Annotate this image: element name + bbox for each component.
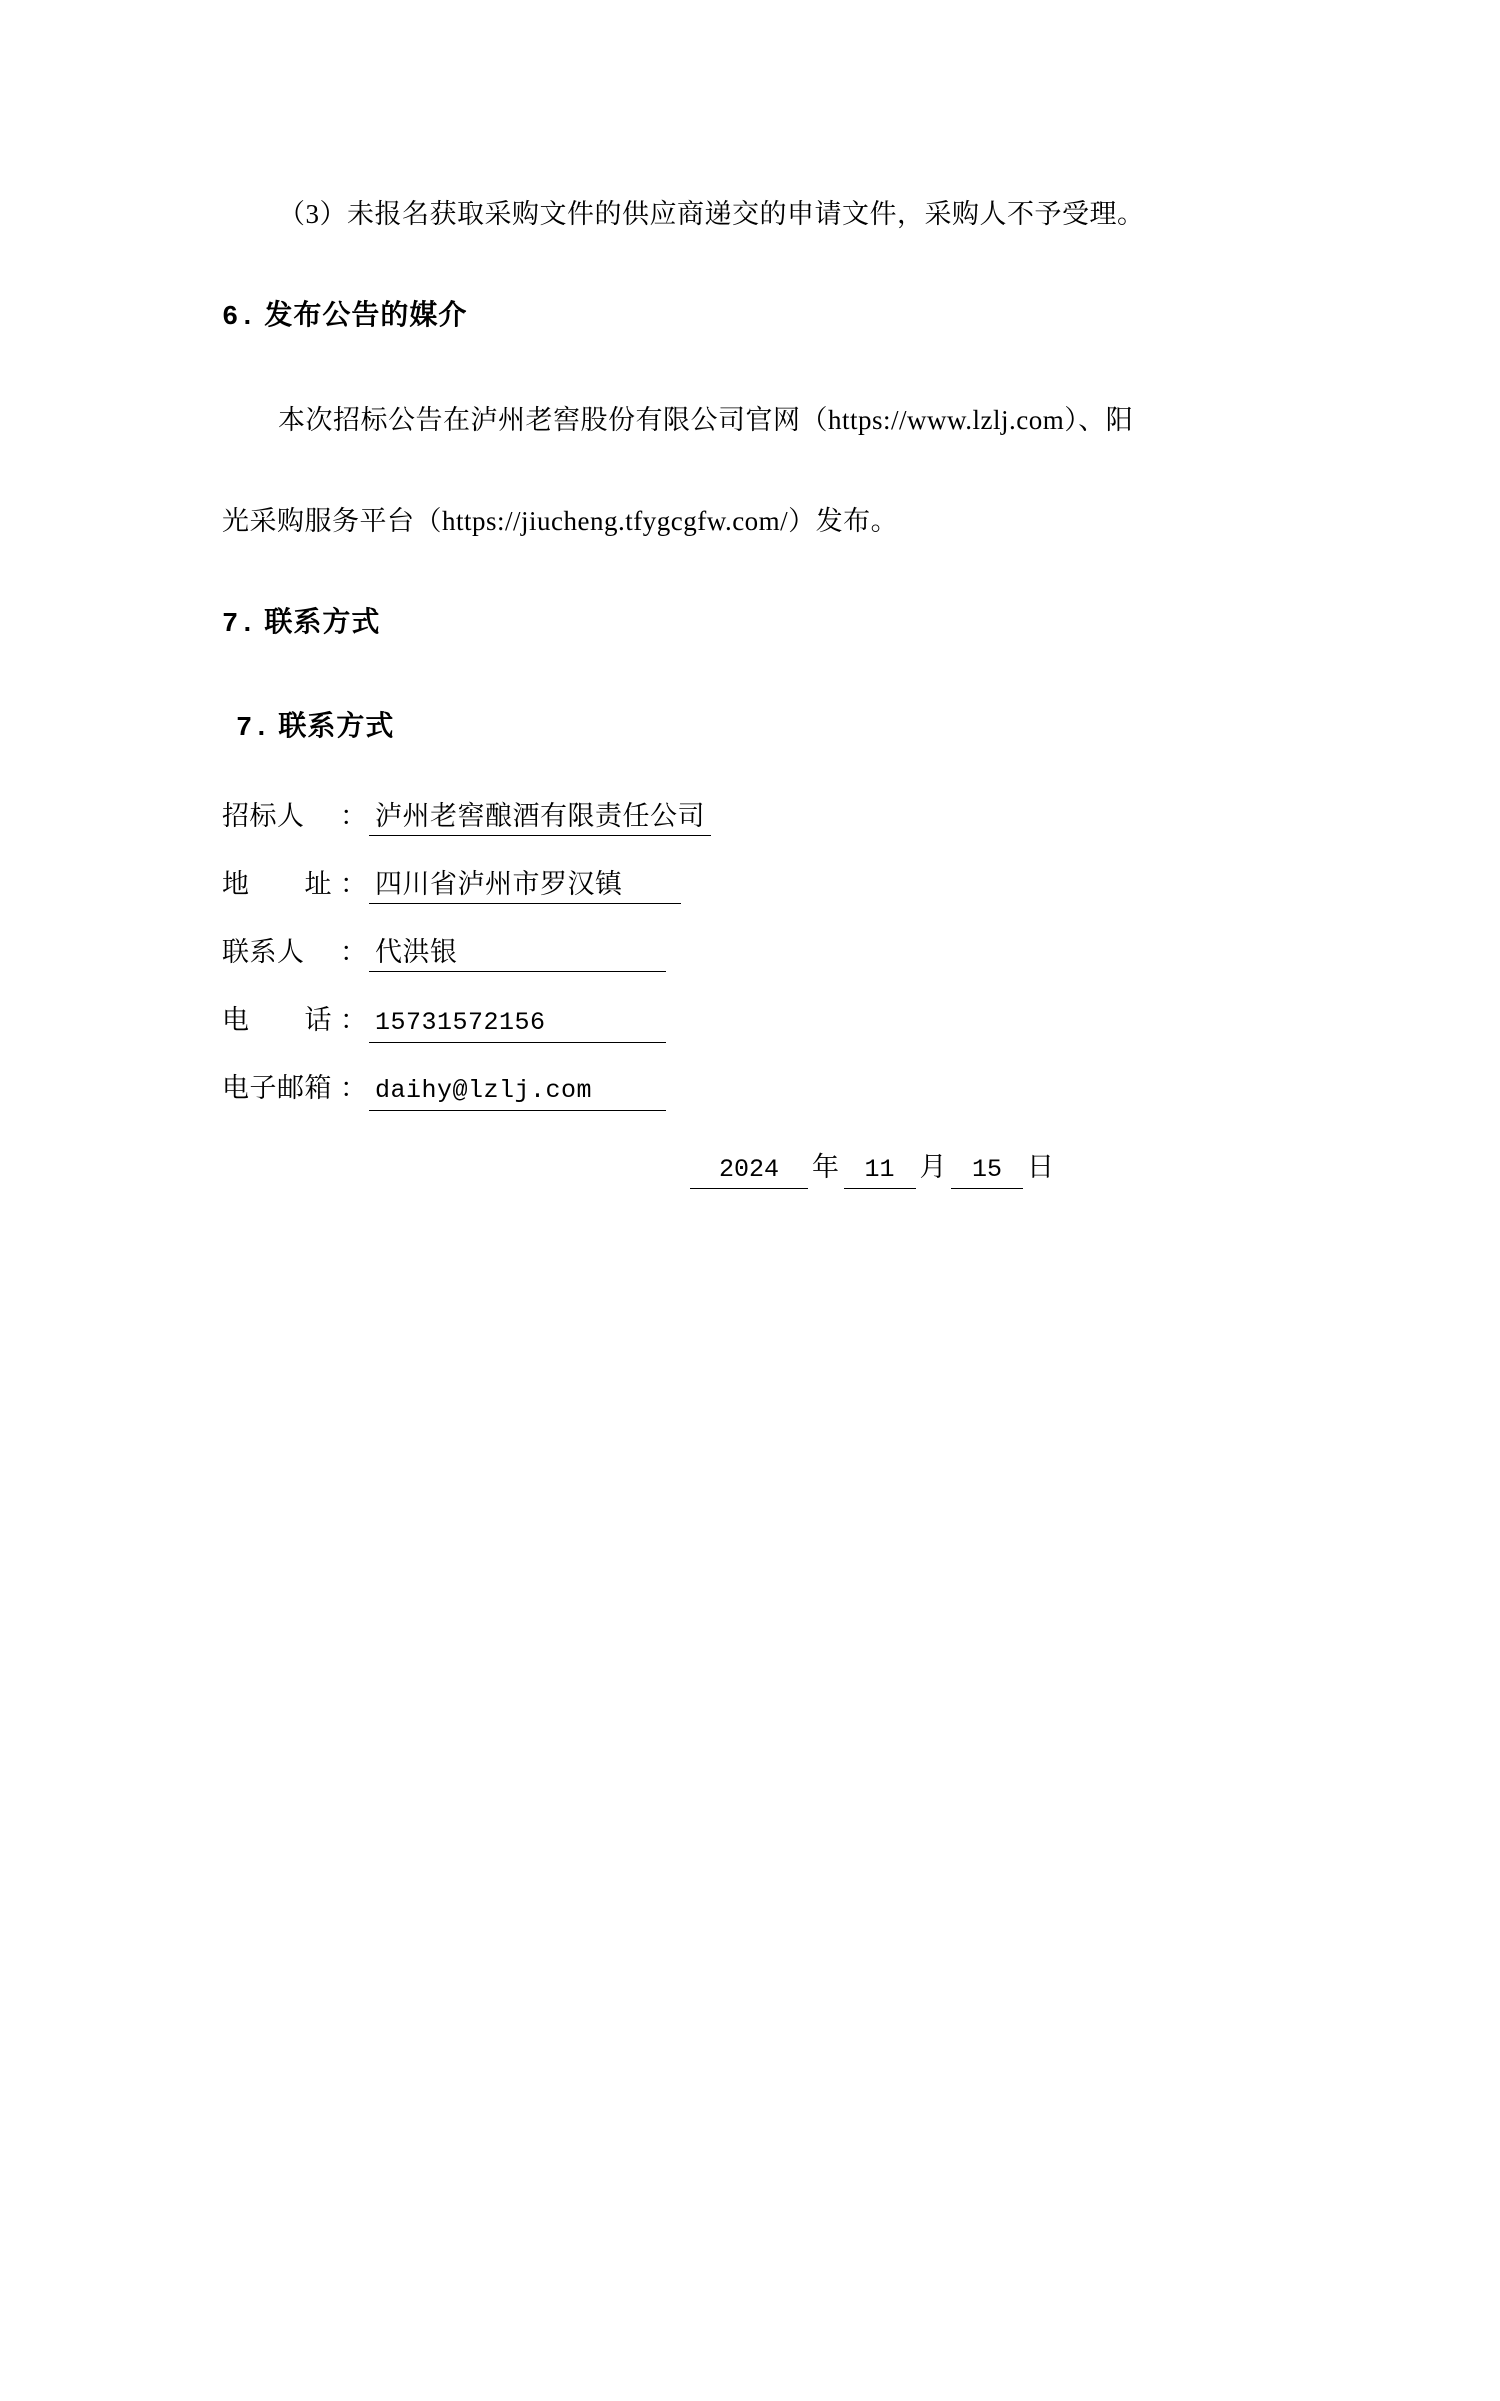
date-month-unit: 月: [919, 1152, 947, 1182]
contact-row-address: [222, 862, 1292, 930]
contact-label-email: 电子邮箱: [222, 1073, 332, 1103]
contact-colon-person: ：: [340, 937, 367, 967]
section-7-title: 联系方式: [264, 607, 381, 638]
contact-label-address: 地 址: [222, 869, 332, 899]
contact-colon-email: ：: [340, 1073, 367, 1103]
section-6-body-line-1: 本次招标公告在泸州老窖股份有限公司官网（https://www.lzlj.com）、阳: [278, 405, 1134, 435]
section-6-heading: [222, 279, 1292, 355]
date-month-value: 11: [844, 1154, 916, 1189]
contact-information-list: [222, 794, 1292, 1134]
date-day-value: 15: [951, 1154, 1023, 1189]
contact-label-phone: 电 话: [222, 1005, 332, 1035]
section-6-body-line-2: 光采购服务平台（https://jiucheng.tfygcgfw.com/）发布。: [222, 506, 899, 536]
contact-label-tenderer: 招标人: [222, 801, 305, 831]
contact-label-person: 联系人: [222, 937, 305, 967]
section-7-heading-duplicate: [222, 690, 1292, 766]
contact-colon-address: ：: [340, 869, 367, 899]
section-7-title-duplicate: 联系方式: [278, 711, 395, 742]
document-body: [222, 150, 1292, 1134]
contact-value-address: 四川省泸州市罗汉镇: [369, 867, 681, 904]
date-year-value: 2024: [690, 1154, 808, 1189]
contact-colon-tenderer: ：: [340, 801, 367, 831]
contact-value-person: 代洪银: [369, 935, 666, 972]
clause-note-paragraph: （3）未报名获取采购文件的供应商递交的申请文件，采购人不予受理。: [278, 199, 1145, 229]
contact-value-tenderer: 泸州老窖酿酒有限责任公司: [369, 799, 711, 836]
signature-date-line: [690, 1145, 1059, 1189]
contact-value-phone: 15731572156: [369, 1006, 666, 1043]
section-7-heading: [222, 586, 1292, 662]
date-day-unit: 日: [1027, 1152, 1055, 1182]
contact-row-tenderer: [222, 794, 1292, 862]
contact-row-phone: [222, 998, 1292, 1066]
contact-value-email: daihy@lzlj.com: [369, 1074, 666, 1111]
contact-row-email: [222, 1066, 1292, 1134]
section-6-title: 发布公告的媒介: [264, 300, 468, 331]
section-7-number: 7.: [222, 610, 257, 640]
section-7-number-duplicate: 7.: [236, 714, 271, 744]
contact-row-person: [222, 930, 1292, 998]
section-6-number: 6.: [222, 303, 257, 333]
date-year-unit: 年: [812, 1152, 840, 1182]
contact-colon-phone: ：: [340, 1005, 367, 1035]
